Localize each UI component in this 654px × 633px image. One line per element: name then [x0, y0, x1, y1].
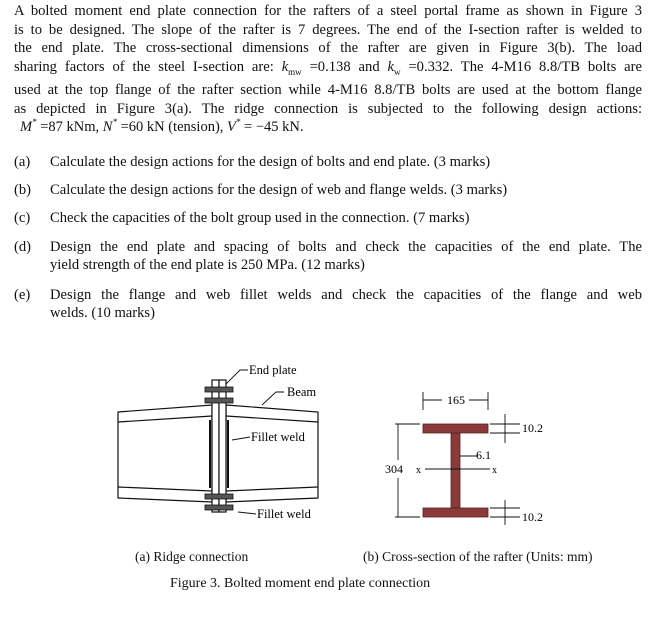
caption-a: (a) Ridge connection	[135, 549, 249, 564]
figure-3	[0, 355, 654, 530]
intro-line-1: A bolted moment end plate connection for the rafters of a steel portal frame as shown in Figure 3	[14, 3, 642, 19]
question-label: (c)	[14, 210, 31, 226]
caption-b: (b) Cross-section of the rafter (Units: mm)	[363, 549, 593, 564]
intro-line-6: as depicted in Figure 3(a). The ridge connection is subjected to the following design actions:	[14, 100, 642, 117]
intro-line-3: the end plate. The cross-sectional dimensions of the rafter are given in Figure 3(b). The load	[14, 40, 642, 57]
i-section	[423, 424, 488, 517]
question-text: Calculate the design actions for the design of bolts and end plate. (3 marks)	[50, 154, 491, 170]
question-label: (a)	[14, 154, 31, 170]
question-text: Design the flange and web fillet welds and check the capacities of the flange and web welds. (10 marks)	[50, 287, 642, 321]
axis-x-left: x	[416, 465, 421, 476]
axis-x-right: x	[492, 465, 497, 476]
label-fillet-weld-1: Fillet weld	[251, 430, 305, 444]
design-actions: M* =87 kNm, N* =60 kN (tension), V* = −45 kN.	[20, 117, 304, 135]
dim-depth: 304	[385, 462, 403, 476]
question-label: (e)	[14, 287, 31, 303]
dim-flange-bottom: 10.2	[522, 510, 543, 524]
intro-line-2: is to be designed. The slope of the rafter is 7 degrees. The end of the I-section rafter is welded to	[14, 21, 642, 38]
dim-flange-top: 10.2	[522, 421, 543, 435]
question-text: Check the capacities of the bolt group used in the connection. (7 marks)	[50, 210, 470, 226]
question-text: Design the end plate and spacing of bolts and check the capacities of the end plate. The yield strength of the end plate is 250 MPa. (12 marks)	[50, 239, 642, 273]
dim-web: 6.1	[476, 448, 491, 462]
question-label: (b)	[14, 182, 32, 198]
problem-statement	[14, 2, 642, 118]
intro-line-5: used at the top flange of the rafter section while 4-M16 8.8/TB bolts are used at the bottom flange	[14, 82, 642, 99]
intro-line-4: sharing factors of the steel I-section are: $k_{mw} =0.138$ and $k_w =0.332$. The 4-M16 8.8/TB bolts are	[14, 58, 642, 77]
question-text: Calculate the design actions for the design of web and flange welds. (3 marks)	[50, 182, 508, 198]
label-fillet-weld-2: Fillet weld	[257, 507, 311, 521]
label-end-plate: End plate	[249, 363, 297, 377]
question-label: (d)	[14, 239, 32, 255]
dim-width: 165	[447, 393, 465, 407]
label-beam: Beam	[287, 385, 317, 399]
figure-title: Figure 3. Bolted moment end plate connection	[170, 576, 431, 591]
